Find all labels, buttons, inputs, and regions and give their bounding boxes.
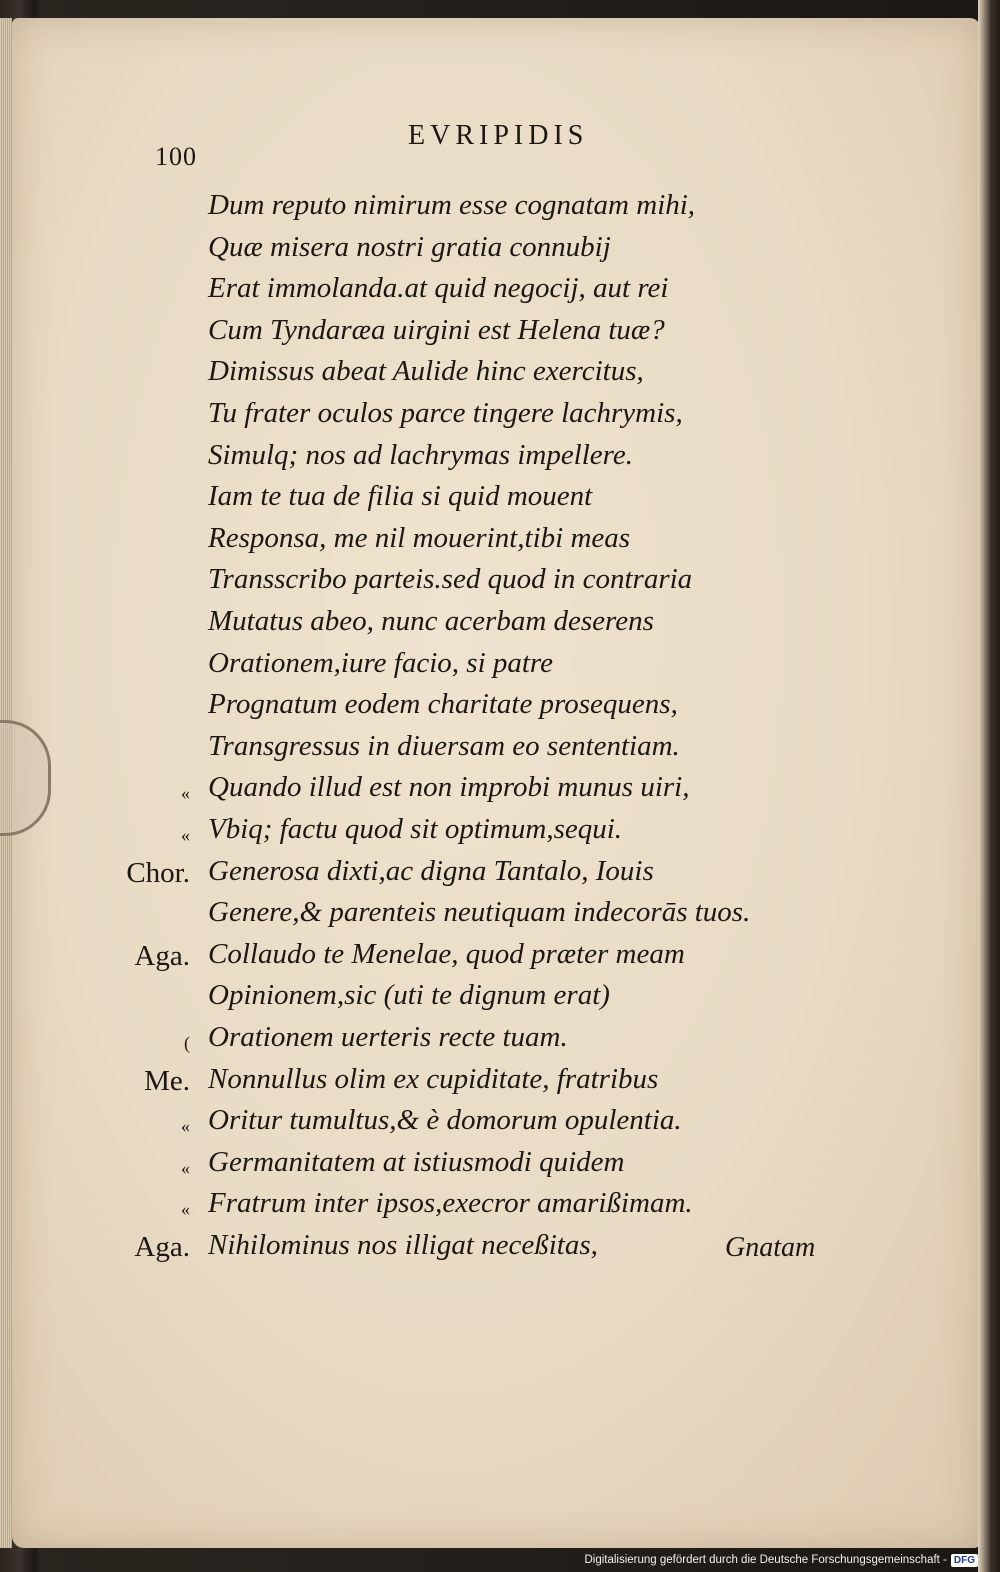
verse-line: Transgressus in diuersam eo sententiam. bbox=[208, 730, 680, 762]
verse-line: Mutatus abeo, nunc acerbam deserens bbox=[208, 605, 654, 637]
marginal-quote-mark: « bbox=[181, 783, 190, 803]
marginal-quote-mark: « bbox=[181, 1116, 190, 1136]
verse-line: Oritur tumultus,& è domorum opulentia. bbox=[208, 1104, 682, 1136]
speaker-label: Chor. bbox=[126, 857, 190, 889]
speaker-label: Aga. bbox=[134, 1231, 190, 1263]
verse-line: Responsa, me nil mouerint,tibi meas bbox=[208, 522, 631, 554]
dfg-logo: DFG bbox=[951, 1554, 978, 1567]
verse-line: Quando illud est non improbi munus uiri, bbox=[208, 771, 690, 803]
verse-line: Nihilominus nos illigat neceßitas, bbox=[208, 1229, 598, 1261]
verse-line: Nonnullus olim ex cupiditate, fratribus bbox=[208, 1063, 659, 1095]
verse-line: Opinionem,sic (uti te dignum erat) bbox=[208, 979, 610, 1011]
verse-line: Genere,& parenteis neutiquam indecorās tuos. bbox=[208, 896, 751, 928]
marginal-quote-mark: « bbox=[181, 1158, 190, 1178]
catchword: Gnatam bbox=[725, 1232, 816, 1263]
verse-line: Cum Tyndaræa uirgini est Helena tuæ? bbox=[208, 314, 665, 346]
verse-line: Iam te tua de filia si quid mouent bbox=[208, 480, 593, 512]
verse-line: Quæ misera nostri gratia connubij bbox=[208, 231, 611, 263]
digitization-footer bbox=[584, 1550, 978, 1570]
verse-line: Germanitatem at istiusmodi quidem bbox=[208, 1146, 625, 1178]
verse-line: Vbiq; factu quod sit optimum,sequi. bbox=[208, 813, 623, 845]
verse-line: Erat immolanda.at quid negocij, aut rei bbox=[208, 272, 669, 304]
running-title: EVRIPIDIS bbox=[408, 120, 589, 151]
marginal-quote-mark: « bbox=[181, 1199, 190, 1219]
verse-line: Fratrum inter ipsos,execror amarißimam. bbox=[208, 1187, 693, 1219]
speaker-label: Aga. bbox=[134, 940, 190, 972]
footer-credit: Digitalisierung gefördert durch die Deutsche Forschungsgemeinschaft - bbox=[584, 1554, 947, 1566]
marginal-quote-mark: ( bbox=[184, 1033, 190, 1053]
verse-line: Transscribo parteis.sed quod in contraria bbox=[208, 563, 693, 595]
verse-line: Dum reputo nimirum esse cognatam mihi, bbox=[208, 189, 696, 221]
page-number: 100 bbox=[155, 142, 197, 171]
verse-line: Orationem uerteris recte tuam. bbox=[208, 1021, 568, 1053]
verse-line: Simulq; nos ad lachrymas impellere. bbox=[208, 439, 634, 471]
verse-line: Tu frater oculos parce tingere lachrymis, bbox=[208, 397, 683, 429]
speaker-label: Me. bbox=[144, 1065, 190, 1097]
verse-line: Collaudo te Menelae, quod præter meam bbox=[208, 938, 685, 970]
marginal-quote-mark: « bbox=[181, 825, 190, 845]
verse-line: Dimissus abeat Aulide hinc exercitus, bbox=[208, 355, 644, 387]
verse-line: Prognatum eodem charitate prosequens, bbox=[208, 688, 678, 720]
verse-line: Orationem,iure facio, si patre bbox=[208, 647, 554, 679]
verse-line: Generosa dixti,ac digna Tantalo, Iouis bbox=[208, 855, 654, 887]
